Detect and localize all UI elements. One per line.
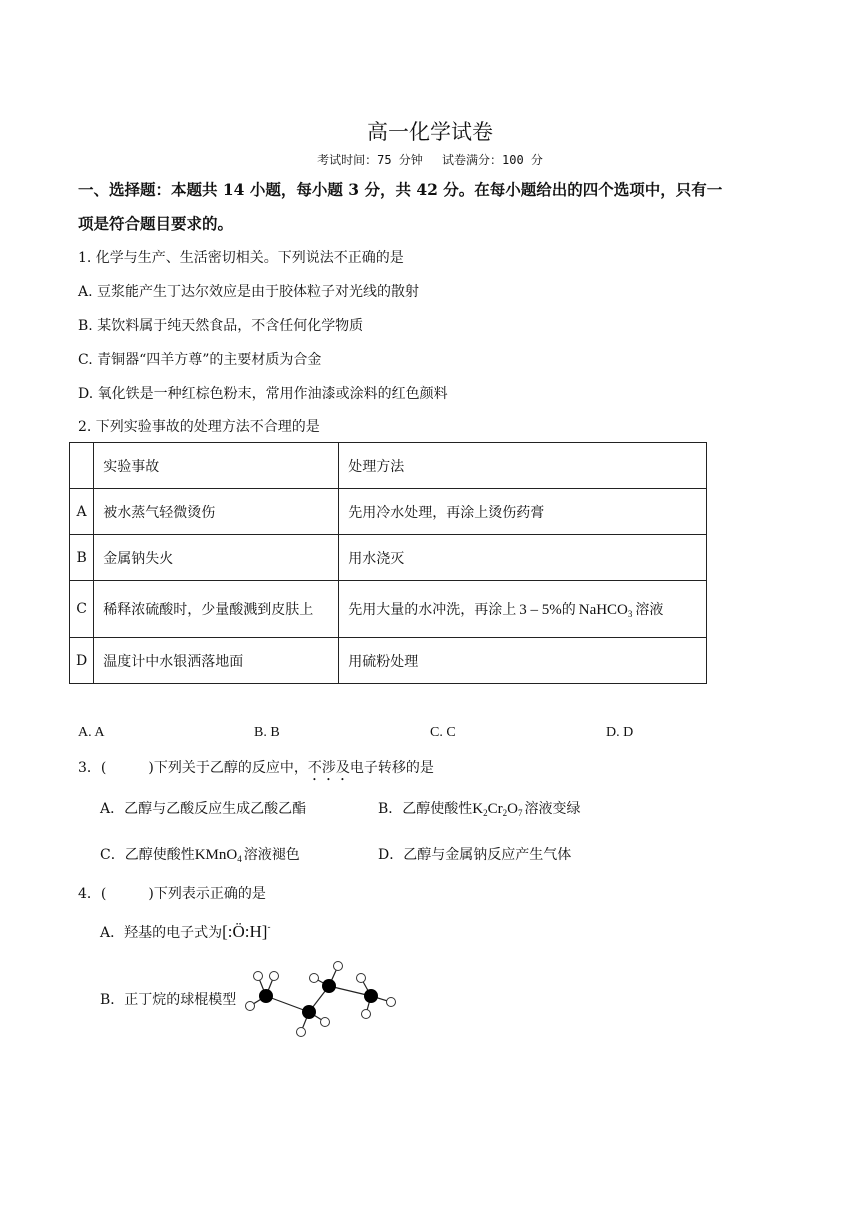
q3-emphasis: 不涉及 — [307, 760, 350, 776]
section-heading-line2: 项是符合题目要求的。 — [78, 214, 234, 233]
table-header-cell: 实验事故 — [94, 443, 339, 489]
formula-subscript: 2 — [502, 808, 508, 818]
row-accident: 温度计中水银洒落地面 — [94, 638, 339, 684]
row-accident: 被水蒸气轻微烫伤 — [94, 489, 339, 535]
row-key: B — [70, 535, 94, 581]
concentration: 3 – 5% — [519, 602, 562, 618]
q3-option-c-text: 溶液褪色 — [243, 847, 300, 863]
formula-nahco3 — [579, 602, 633, 618]
row-key: D — [70, 638, 94, 684]
q4-option-a-text: A．羟基的电子式为 — [100, 925, 223, 941]
formula-kmno4 — [195, 847, 242, 863]
q1-option-d: D. 氧化铁是一种红棕色粉末，常用作油漆或涂料的红色颜料 — [78, 386, 448, 402]
q3-option-d: D．乙醇与金属钠反应产生气体 — [378, 847, 572, 863]
table-header-row — [70, 443, 707, 489]
table-row — [70, 489, 707, 535]
formula-subscript: 2 — [483, 808, 488, 818]
q3-option-c — [100, 844, 300, 864]
q4-option-b: B．正丁烷的球棍模型 — [100, 992, 237, 1008]
row-method: 用水浇灭 — [339, 535, 707, 581]
q3-option-a: A．乙醇与乙酸反应生成乙酸乙酯 — [100, 801, 307, 817]
q2-choice-b: B. B — [254, 725, 280, 740]
butane-ball-stick-model — [244, 960, 404, 1042]
hydroxyl-electron-formula: [:Ö:H] — [222, 922, 268, 941]
formula-text: NaHCO — [578, 602, 628, 618]
q3-option-c-text: C．乙醇使酸性 — [100, 847, 195, 863]
row-method: 用硫粉处理 — [339, 638, 707, 684]
q2-stem: 2. 下列实验事故的处理方法不合理的是 — [78, 419, 320, 435]
formula-text: K — [472, 801, 484, 817]
formula-subscript: 3 — [627, 609, 633, 619]
q1-option-a: A. 豆浆能产生丁达尔效应是由于胶体粒子对光线的散射 — [78, 284, 420, 300]
q1-option-c: C. 青铜器“四羊方尊”的主要材质为合金 — [78, 352, 322, 368]
row-key: A — [70, 489, 94, 535]
q3-option-b-text: B．乙醇使酸性 — [378, 801, 473, 817]
table-header-cell: 处理方法 — [339, 443, 707, 489]
q4-stem: 4．( )下列表示正确的是 — [78, 886, 266, 902]
row-method — [339, 581, 707, 638]
q3-option-b-text: 溶液变绿 — [524, 801, 581, 817]
table-header-cell — [70, 443, 94, 489]
charge-sign: - — [267, 923, 271, 933]
page-title: 高一化学试卷 — [367, 120, 493, 144]
q1-option-b: B. 某饮料属于纯天然食品，不含任何化学物质 — [78, 318, 364, 334]
q1-stem: 1. 化学与生产、生活密切相关。下列说法不正确的是 — [78, 250, 404, 266]
formula-text: Cr — [487, 801, 503, 817]
row-key: C — [70, 581, 94, 638]
formula-subscript: 4 — [237, 854, 242, 864]
table-row — [70, 581, 707, 638]
q3-stem-rest: 电子转移的是 — [349, 760, 434, 776]
q2-choice-d: D. D — [606, 725, 634, 740]
method-text: 先用大量的水冲洗，再涂上 — [348, 602, 517, 618]
row-accident: 金属钠失火 — [94, 535, 339, 581]
table-row — [70, 638, 707, 684]
row-method: 先用冷水处理，再涂上烫伤药膏 — [339, 489, 707, 535]
method-text: 溶液 — [635, 602, 664, 618]
q3-stem — [78, 757, 434, 784]
q3-stem-lead: 3．( )下列关于乙醇的反应中， — [78, 760, 308, 776]
section-heading-line1: 一、选择题：本题共 14 小题，每小题 3 分，共 42 分。在每小题给出的四个选项中，只有一 — [78, 180, 723, 199]
method-text: 的 — [561, 602, 576, 618]
row-accident: 稀释浓硫酸时，少量酸溅到皮肤上 — [94, 581, 339, 638]
q3-option-b — [378, 798, 580, 818]
formula-subscript: 7 — [517, 808, 523, 818]
accident-table — [69, 442, 707, 684]
q2-choice-a: A. A — [78, 725, 105, 740]
formula-text: KMnO — [194, 847, 238, 863]
q4-option-a — [100, 922, 271, 942]
table-row — [70, 535, 707, 581]
exam-info: 考试时间：75 分钟 试卷满分：100 分 — [317, 153, 543, 167]
formula-text: O — [507, 801, 518, 817]
q2-choice-c: C. C — [430, 725, 456, 740]
formula-k2cr2o7 — [472, 801, 522, 817]
